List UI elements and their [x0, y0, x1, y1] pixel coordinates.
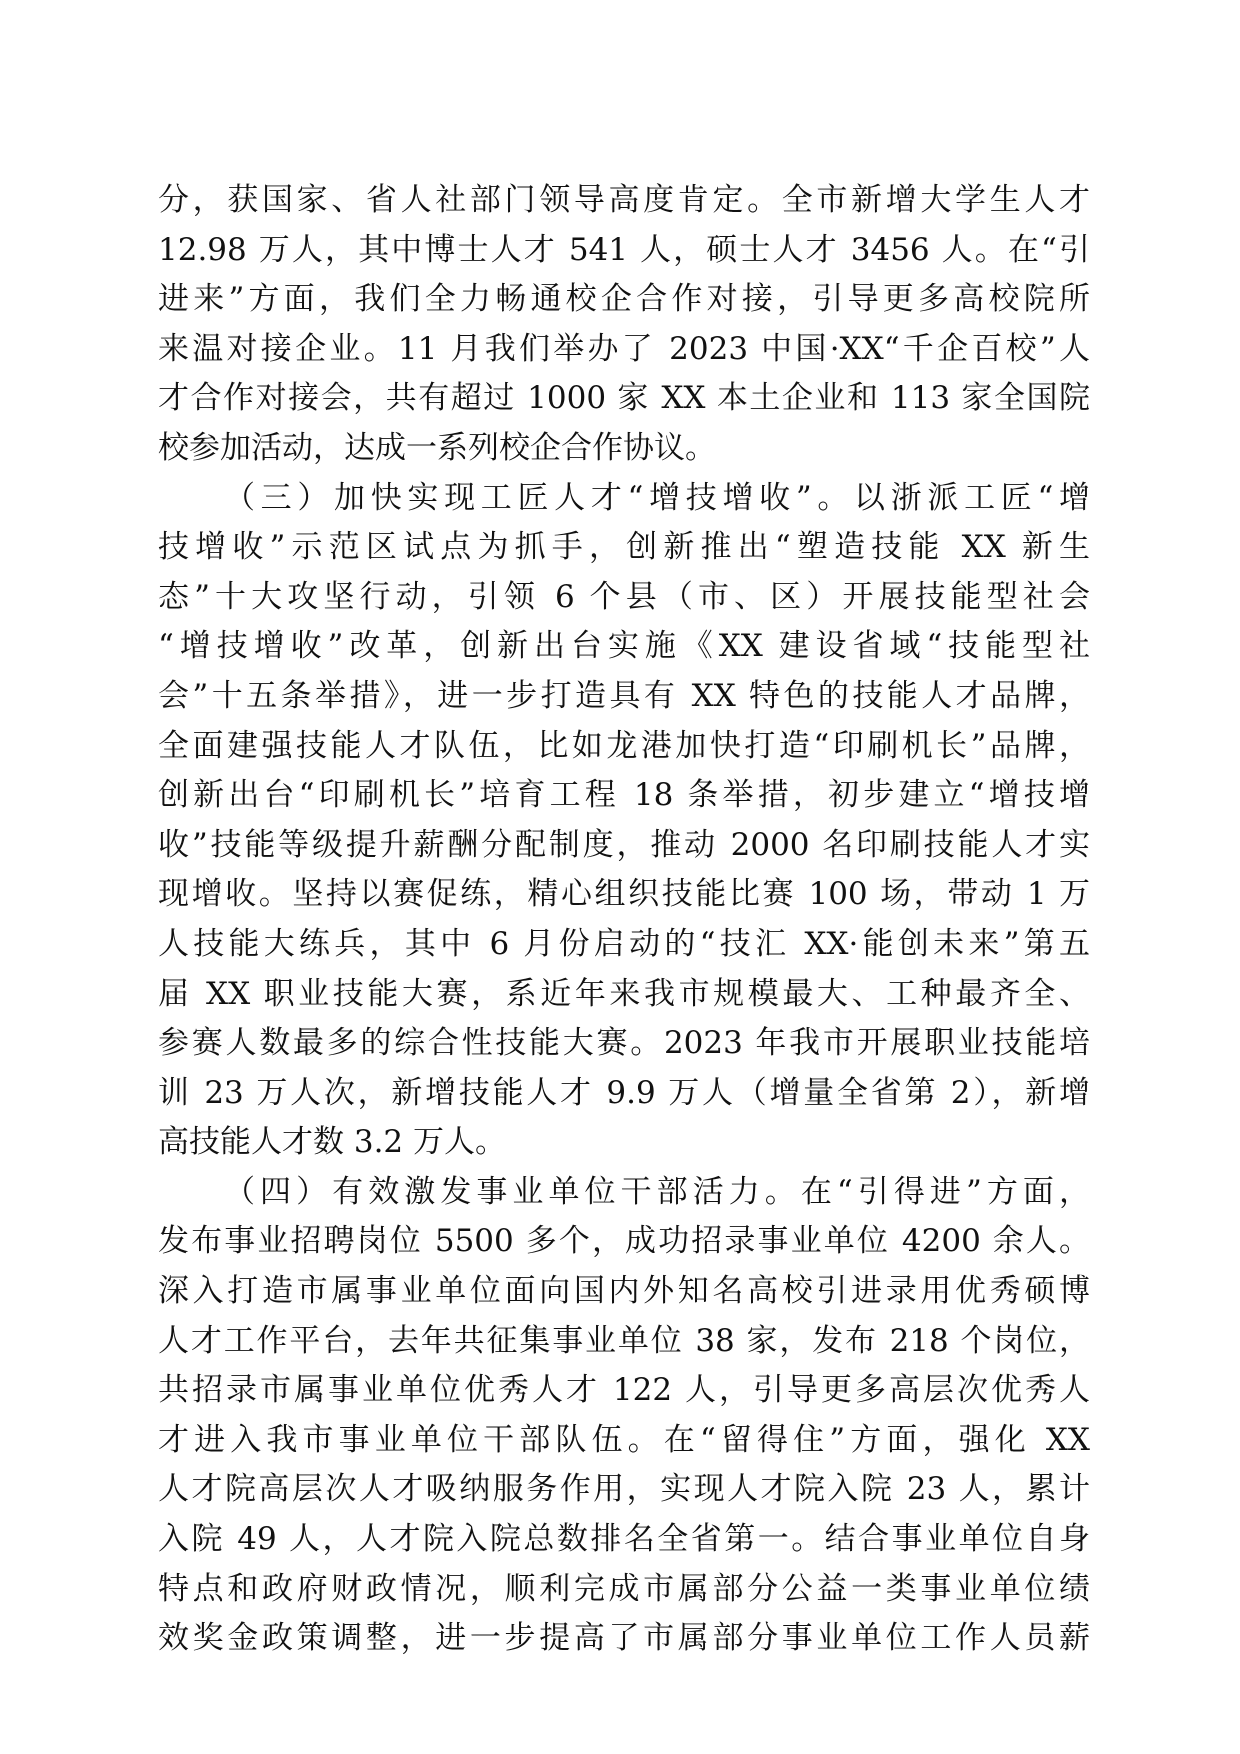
text-line: 人才院高层次人才吸纳服务作用，实现人才院入院 23 人，累计 [158, 1471, 1090, 1508]
text-line: 校参加活动，达成一系列校企合作协议。 [158, 429, 716, 466]
paragraph-heading-line: （四）有效激发事业单位干部活力。在“引得进”方面， [224, 1173, 1090, 1210]
text-line: 现增收。坚持以赛促练，精心组织技能比赛 100 场，带动 1 万 [158, 876, 1090, 913]
text-line: 来温对接企业。11 月我们举办了 2023 中国·XX“千企百校”人 [158, 330, 1090, 367]
text-line: 进来”方面，我们全力畅通校企合作对接，引导更多高校院所 [158, 281, 1090, 318]
text-line: 效奖金政策调整，进一步提高了市属部分事业单位工作人员薪 [158, 1620, 1090, 1657]
text-line: 入院 49 人，人才院入院总数排名全省第一。结合事业单位自身 [158, 1521, 1090, 1558]
text-line: 会”十五条举措》，进一步打造具有 XX 特色的技能人才品牌， [158, 677, 1090, 714]
text-line: 参赛人数最多的综合性技能大赛。2023 年我市开展职业技能培 [158, 1025, 1090, 1062]
text-line: 态”十大攻坚行动，引领 6 个县（市、区）开展技能型社会 [158, 578, 1090, 615]
text-line: 才合作对接会，共有超过 1000 家 XX 本土企业和 113 家全国院 [158, 380, 1090, 417]
text-line: 发布事业招聘岗位 5500 多个，成功招录事业单位 4200 余人。 [158, 1223, 1090, 1260]
text-line: 收”技能等级提升薪酬分配制度，推动 2000 名印刷技能人才实 [158, 826, 1090, 863]
paragraph-heading-line: （三）加快实现工匠人才“增技增收”。以浙派工匠“增 [224, 479, 1090, 516]
text-line: 创新出台“印刷机长”培育工程 18 条举措，初步建立“增技增 [158, 777, 1090, 814]
text-line: 深入打造市属事业单位面向国内外知名高校引进录用优秀硕博 [158, 1273, 1090, 1310]
text-line: 训 23 万人次，新增技能人才 9.9 万人（增量全省第 2），新增 [158, 1074, 1090, 1111]
text-line: 12.98 万人，其中博士人才 541 人，硕士人才 3456 人。在“引 [158, 231, 1090, 268]
text-line: 技增收”示范区试点为抓手，创新推出“塑造技能 XX 新生 [158, 529, 1090, 566]
text-line: 才进入我市事业单位干部队伍。在“留得住”方面，强化 XX [158, 1421, 1090, 1458]
text-line: “增技增收”改革，创新出台实施《XX 建设省域“技能型社 [158, 628, 1090, 665]
text-line: 人才工作平台，去年共征集事业单位 38 家，发布 218 个岗位， [158, 1322, 1090, 1359]
text-line: 分，获国家、省人社部门领导高度肯定。全市新增大学生人才 [158, 182, 1090, 218]
text-line: 共招录市属事业单位优秀人才 122 人，引导更多高层次优秀人 [158, 1372, 1090, 1409]
text-line: 人技能大练兵，其中 6 月份启动的“技汇 XX·能创未来”第五 [158, 925, 1090, 962]
text-line: 全面建强技能人才队伍，比如龙港加快打造“印刷机长”品牌， [158, 727, 1090, 764]
text-line: 届 XX 职业技能大赛，系近年来我市规模最大、工种最齐全、 [158, 975, 1090, 1012]
document-body [158, 176, 1090, 1664]
text-line: 特点和政府财政情况，顺利完成市属部分公益一类事业单位绩 [158, 1570, 1090, 1607]
text-line: 高技能人才数 3.2 万人。 [158, 1124, 507, 1161]
